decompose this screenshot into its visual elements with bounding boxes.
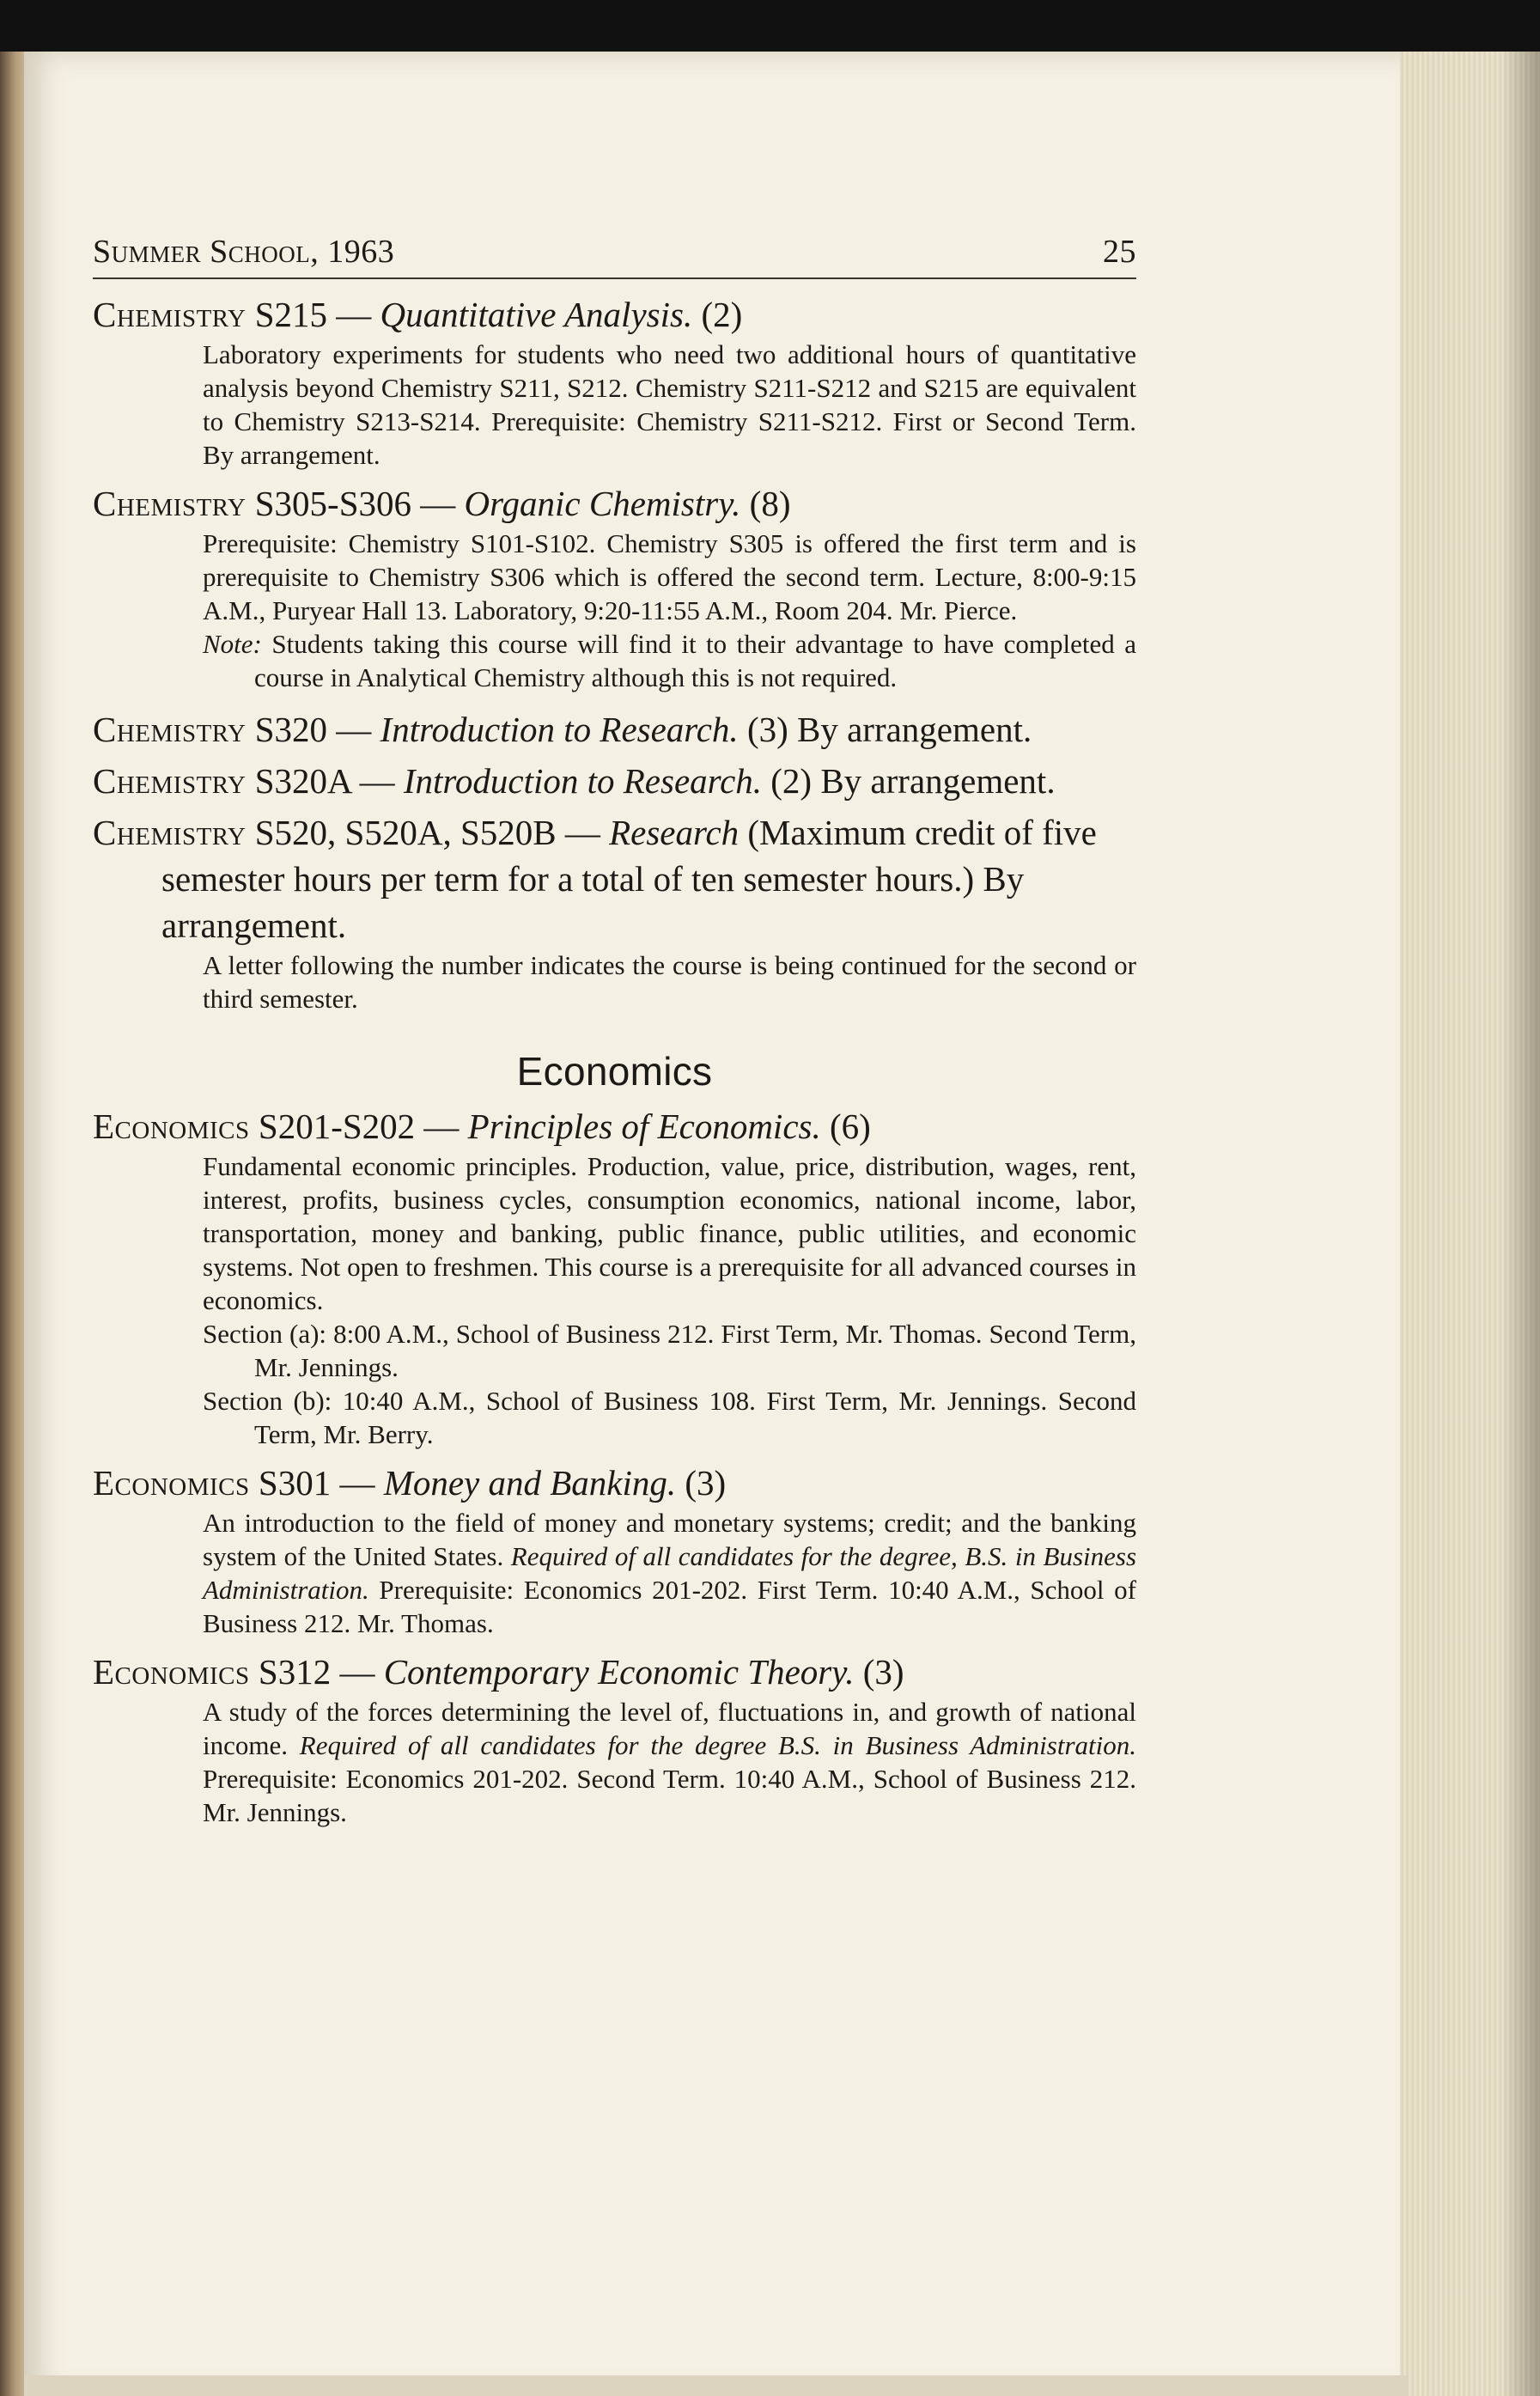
course-heading — [93, 1460, 1136, 1506]
course-number: S320 — — [254, 710, 372, 749]
running-head — [93, 228, 1136, 279]
course-title: Money and Banking. — [383, 1463, 677, 1503]
course-credits: (3) By arrangement. — [746, 710, 1032, 749]
course-entry-econ-s201 — [93, 1103, 1136, 1451]
course-title: Principles of Economics. — [467, 1107, 821, 1146]
course-description: Laboratory experiments for students who need two additional hours of quantitative analysis beyond Chemistry S211, S212. Chemistry S211-S212 and S215 are equivalent to Chemistry S213-S214. Prerequisite: Chemistry S211-S212. First or Second Term. By arrangement. — [203, 339, 1136, 470]
course-description: Fundamental economic principles. Production, value, price, distribution, wages, rent, interest, profits, business cycles, consumption economics, national income, labor, transportation, money and banking, public finance, public utilities, and economic systems. Not open to freshmen. This course is a prerequisite for all advanced courses in economics. — [203, 1151, 1136, 1315]
course-heading — [93, 1649, 1136, 1695]
course-entry-chem-s520 — [93, 809, 1136, 1015]
course-section-b: Section (b): 10:40 A.M., School of Business 108. First Term, Mr. Jennings. Second Term, Mr. Berry. — [203, 1386, 1136, 1449]
course-number: S301 — — [258, 1463, 375, 1503]
desc-text: Prerequisite: Economics 201-202. First Term. 10:40 A.M., School of Business 212. Mr. Thomas. — [203, 1575, 1136, 1638]
desc-text: An introduction to the field of money and monetary systems; credit; and the banking system of the United States. — [203, 1508, 1136, 1571]
course-entry-chem-s215 — [93, 291, 1136, 472]
desc-text: Prerequisite: Economics 201-202. Second Term. 10:40 A.M., School of Business 212. Mr. Jennings. — [203, 1764, 1136, 1827]
course-title: Organic Chemistry. — [464, 484, 741, 523]
course-title: Introduction to Research. — [380, 710, 739, 749]
course-entry-chem-s320a — [93, 758, 1136, 804]
course-title: Quantitative Analysis. — [380, 295, 693, 334]
course-credits: (3) — [685, 1463, 727, 1503]
course-description — [203, 1695, 1136, 1829]
course-title: Research — [609, 813, 740, 852]
course-title: Introduction to Research. — [403, 761, 763, 801]
course-description — [203, 1506, 1136, 1640]
course-credits: (2) By arrangement. — [770, 761, 1056, 801]
course-number: S520, S520A, S520B — — [254, 813, 600, 852]
course-credits: (2) — [701, 295, 743, 334]
course-credits: (6) — [829, 1107, 871, 1146]
course-dept: Chemistry — [93, 484, 247, 523]
course-dept: Chemistry — [93, 761, 247, 801]
desc-requirement: Required of all candidates for the degree, B.S. in Business Administration. — [203, 1541, 1137, 1605]
course-dept: Chemistry — [93, 710, 247, 749]
course-heading — [93, 291, 1136, 338]
course-number: S305-S306 — — [254, 484, 456, 523]
course-heading — [93, 1103, 1136, 1149]
note-text: Students taking this course will find it to their advantage to have completed a course in Analytical Chemistry although this is not required. — [254, 629, 1137, 692]
course-number: S312 — — [258, 1652, 375, 1692]
page-content — [93, 228, 1136, 1829]
course-credits: (8) — [749, 484, 791, 523]
course-heading — [93, 758, 1136, 804]
course-description: Prerequisite: Chemistry S101-S102. Chemistry S305 is offered the first term and is prerequisite to Chemistry S306 which is offered the second term. Lecture, 8:00-9:15 A.M., Puryear Hall 13. Laboratory, 9:20-11:55 A.M., Room 204. Mr. Pierce. — [203, 528, 1136, 625]
course-heading — [93, 706, 1136, 753]
course-entry-chem-s320 — [93, 706, 1136, 753]
page-number: 25 — [1103, 234, 1136, 270]
course-credits: (3) — [862, 1652, 904, 1692]
course-note — [203, 627, 1136, 694]
course-dept: Economics — [93, 1652, 250, 1692]
course-number: S215 — — [254, 295, 372, 334]
course-description: A letter following the number indicates the course is being continued for the second or third semester. — [203, 950, 1136, 1014]
course-title: Contemporary Economic Theory. — [383, 1652, 855, 1692]
course-heading — [93, 809, 1136, 948]
running-head-title: Summer School, 1963 — [93, 234, 395, 270]
course-dept: Chemistry — [93, 295, 247, 334]
course-number: S201-S202 — — [258, 1107, 460, 1146]
note-label: Note: — [203, 629, 262, 659]
course-credits: (Maximum credit of five semester hours per term for a total of ten semester hours.) By arrangement. — [161, 813, 1097, 945]
course-entry-econ-s301 — [93, 1460, 1136, 1640]
course-heading — [93, 480, 1136, 527]
course-dept: Economics — [93, 1463, 250, 1503]
section-heading-economics: Economics — [516, 1049, 713, 1094]
course-entry-econ-s312 — [93, 1649, 1136, 1829]
page-stack-edge — [1400, 52, 1540, 2396]
course-entry-chem-s305 — [93, 480, 1136, 694]
course-dept: Chemistry — [93, 813, 247, 852]
page-bottom-edge — [24, 2375, 1409, 2396]
desc-requirement: Required of all candidates for the degree B.S. in Business Administration. — [299, 1730, 1137, 1760]
course-number: S320A — — [254, 761, 395, 801]
desc-text: A study of the forces determining the level of, fluctuations in, and growth of national income. — [203, 1697, 1136, 1760]
course-dept: Economics — [93, 1107, 250, 1146]
course-section-a: Section (a): 8:00 A.M., School of Business 212. First Term, Mr. Thomas. Second Term, Mr. Jennings. — [203, 1319, 1136, 1382]
